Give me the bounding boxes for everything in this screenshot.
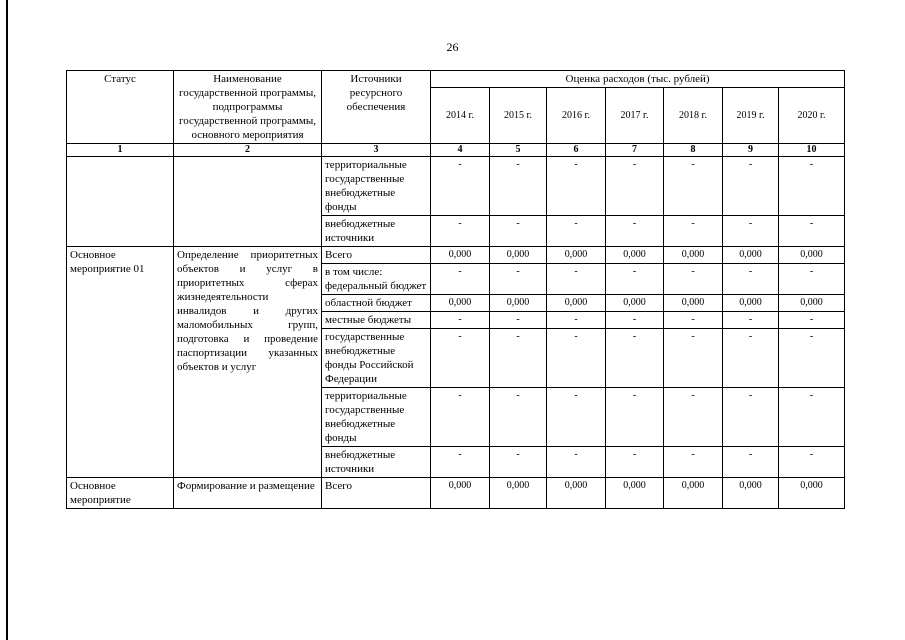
- column-number: 3: [322, 144, 431, 157]
- value-cell: -: [779, 264, 845, 295]
- value-cell: -: [431, 388, 490, 447]
- value-cell: 0,000: [664, 478, 723, 509]
- value-cell: -: [547, 329, 606, 388]
- header-year: 2018 г.: [664, 88, 723, 144]
- value-cell: -: [723, 264, 779, 295]
- header-year: 2019 г.: [723, 88, 779, 144]
- header-sources: Источники ресурсного обеспечения: [322, 71, 431, 144]
- page-left-border: [6, 0, 8, 640]
- value-cell: 0,000: [664, 247, 723, 264]
- measure-name: Формирование и размещение: [174, 478, 322, 509]
- measure-name: Определение приоритетных объектов и услуг в приоритетных сферах жизнедеятельности инвалидов и других маломобильных групп, подготовка и проведение паспортизации указанных объектов и услуг: [174, 247, 322, 478]
- column-number: 7: [606, 144, 664, 157]
- source-cell: областной бюджет: [322, 295, 431, 312]
- header-year: 2020 г.: [779, 88, 845, 144]
- column-number: 1: [67, 144, 174, 157]
- value-cell: -: [723, 388, 779, 447]
- value-cell: -: [606, 388, 664, 447]
- column-number: 6: [547, 144, 606, 157]
- header-year: 2016 г.: [547, 88, 606, 144]
- header-name: Наименование государственной программы, подпрограммы государственной программы, основного мероприятия: [174, 71, 322, 144]
- column-number: 8: [664, 144, 723, 157]
- value-cell: 0,000: [606, 295, 664, 312]
- value-cell: -: [723, 329, 779, 388]
- value-cell: -: [490, 157, 547, 216]
- value-cell: 0,000: [547, 478, 606, 509]
- measure-status: Основное мероприятие: [67, 478, 174, 509]
- value-cell: -: [431, 312, 490, 329]
- measure-status: Основное мероприятие 01: [67, 247, 174, 478]
- value-cell: -: [779, 329, 845, 388]
- value-cell: -: [664, 216, 723, 247]
- value-cell: 0,000: [723, 295, 779, 312]
- value-cell: 0,000: [779, 478, 845, 509]
- source-cell: местные бюджеты: [322, 312, 431, 329]
- value-cell: 0,000: [779, 247, 845, 264]
- value-cell: 0,000: [490, 295, 547, 312]
- source-cell: Всего: [322, 478, 431, 509]
- value-cell: 0,000: [779, 295, 845, 312]
- value-cell: -: [779, 388, 845, 447]
- status-cell-empty: [67, 157, 174, 247]
- column-number: 2: [174, 144, 322, 157]
- value-cell: -: [664, 329, 723, 388]
- value-cell: -: [431, 216, 490, 247]
- value-cell: 0,000: [490, 478, 547, 509]
- value-cell: -: [490, 216, 547, 247]
- column-number: 10: [779, 144, 845, 157]
- value-cell: -: [723, 312, 779, 329]
- source-cell: государственные внебюджетные фонды Российской Федерации: [322, 329, 431, 388]
- value-cell: -: [431, 329, 490, 388]
- source-cell: в том числе: федеральный бюджет: [322, 264, 431, 295]
- value-cell: -: [664, 264, 723, 295]
- value-cell: -: [606, 216, 664, 247]
- value-cell: -: [606, 264, 664, 295]
- table-row: [67, 247, 845, 264]
- value-cell: 0,000: [606, 247, 664, 264]
- value-cell: -: [723, 157, 779, 216]
- value-cell: 0,000: [664, 295, 723, 312]
- value-cell: -: [779, 216, 845, 247]
- value-cell: 0,000: [431, 295, 490, 312]
- header-year: 2014 г.: [431, 88, 490, 144]
- value-cell: -: [664, 312, 723, 329]
- source-cell: территориальные государственные внебюджетные фонды: [322, 388, 431, 447]
- value-cell: -: [431, 264, 490, 295]
- value-cell: -: [547, 312, 606, 329]
- value-cell: -: [606, 157, 664, 216]
- table-row: [67, 478, 845, 509]
- value-cell: -: [664, 447, 723, 478]
- value-cell: -: [723, 447, 779, 478]
- value-cell: 0,000: [723, 478, 779, 509]
- value-cell: -: [547, 388, 606, 447]
- value-cell: -: [490, 447, 547, 478]
- value-cell: -: [490, 312, 547, 329]
- source-cell: Всего: [322, 247, 431, 264]
- value-cell: 0,000: [547, 247, 606, 264]
- source-cell: внебюджетные источники: [322, 447, 431, 478]
- table-row: [67, 157, 845, 216]
- value-cell: -: [547, 216, 606, 247]
- value-cell: -: [431, 447, 490, 478]
- value-cell: -: [606, 312, 664, 329]
- value-cell: -: [547, 264, 606, 295]
- header-status: Статус: [67, 71, 174, 144]
- budget-table: [66, 70, 845, 509]
- name-cell-empty: [174, 157, 322, 247]
- value-cell: -: [779, 447, 845, 478]
- column-number: 4: [431, 144, 490, 157]
- source-cell: территориальные государственные внебюджетные фонды: [322, 157, 431, 216]
- column-number: 9: [723, 144, 779, 157]
- value-cell: 0,000: [431, 247, 490, 264]
- value-cell: 0,000: [723, 247, 779, 264]
- header-year: 2017 г.: [606, 88, 664, 144]
- value-cell: -: [606, 329, 664, 388]
- value-cell: 0,000: [547, 295, 606, 312]
- value-cell: -: [779, 157, 845, 216]
- value-cell: -: [723, 216, 779, 247]
- value-cell: -: [490, 329, 547, 388]
- value-cell: -: [547, 447, 606, 478]
- source-cell: внебюджетные источники: [322, 216, 431, 247]
- header-estimate: Оценка расходов (тыс. рублей): [431, 71, 845, 88]
- value-cell: -: [664, 388, 723, 447]
- page-number: 26: [446, 40, 459, 54]
- value-cell: 0,000: [431, 478, 490, 509]
- value-cell: -: [490, 264, 547, 295]
- value-cell: -: [431, 157, 490, 216]
- value-cell: -: [779, 312, 845, 329]
- value-cell: 0,000: [490, 247, 547, 264]
- header-year: 2015 г.: [490, 88, 547, 144]
- column-number: 5: [490, 144, 547, 157]
- value-cell: -: [606, 447, 664, 478]
- value-cell: 0,000: [606, 478, 664, 509]
- value-cell: -: [664, 157, 723, 216]
- column-number-row: [67, 144, 845, 157]
- value-cell: -: [490, 388, 547, 447]
- value-cell: -: [547, 157, 606, 216]
